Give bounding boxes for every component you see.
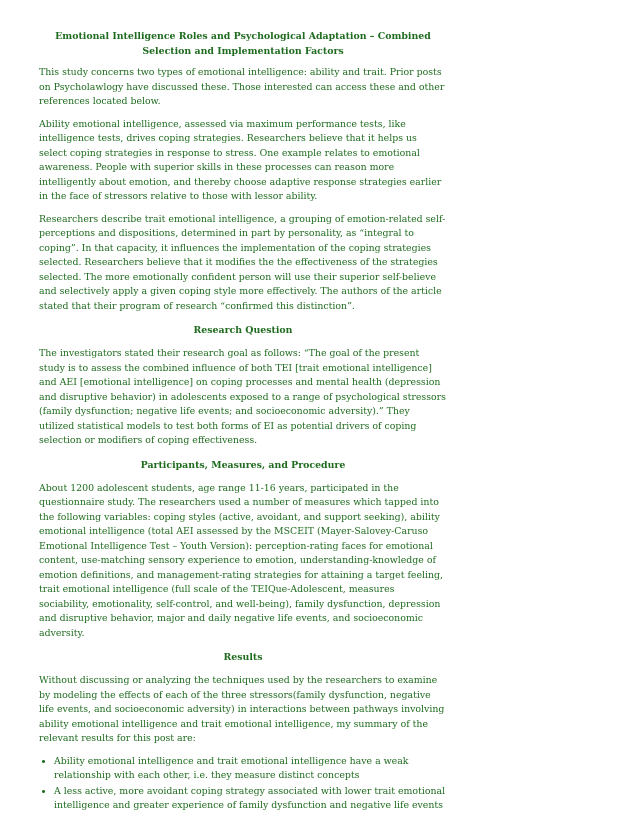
research-question-heading: Research Question <box>193 325 293 336</box>
research-question-paragraph: The investigators stated their research goal as follows: “The goal of the present study is to assess the combined influence of both TEI [trait emotional intelligence] and AEI [emotional intelligence] on coping processes and mental health (depression and disruptive behavior) in adolescents exposed to a range of psychological stressors (family dysfunction; negative life events; and socioeconomic adversity).” They utilized statistical models to test both forms of EI as potential drivers of coping selection or modifiers of coping effectiveness. <box>39 348 446 446</box>
participants-heading: Participants, Measures, and Procedure <box>140 459 346 471</box>
ability-paragraph: Ability emotional intelligence, assessed via maximum performance tests, like intelligence tests, drives coping strategies. Researchers believe that it helps us select coping strategies in response to stress. One example relates to emotional awareness. People with superior skills in these processes can reason more intelligently about emotion, and thereby choose adaptive response strategies earlier in the face of stressors relative to those with lessor ability. <box>39 118 442 202</box>
trait-paragraph: Researchers describe trait emotional intelligence, a grouping of emotion-related self-perceptions and dispositions, determined in part by personality, as “integral to coping”. In that capacity, it influences the implementation of the coping strategies selected. Researchers believe that it modifies the the effectiveness of the strategies selected. The more emotionally confident person will use their superior self-believe and selectively apply a given coping style more effectively. The authors of the article stated that their program of research “confirmed this distinction”. <box>39 213 446 312</box>
participants-paragraph: About 1200 adolescent students, age range 11-16 years, participated in the questionnaire study. The researchers used a number of measures which tapped into the following variables: coping styles (active, avoidant, and support seeking), ability emotional intelligence (total AEI assessed by the MSCEIT (Mayer-Salovey-Caruso Emotional Intelligence Test – Youth Version): perception-rating faces for emotional content, use-matching sensory experience to emotion, understanding-knowledge of emotion definitions, and management-rating strategies for attaining a target feeling, trait emotional intelligence (full scale of the TEIQue-Adolescent, measures sociability, emotionality, self-control, and well-being), family dysfunction, depression and disruptive behavior, major and daily negative life events, and socioeconomic adversity. <box>39 482 444 639</box>
results-list <box>39 755 447 814</box>
list-item: • Ability emotional intelligence and trait emotional intelligence have a weak relationship with each other, i.e. they measure distinct concepts <box>54 755 447 784</box>
intro-paragraph: This study concerns two types of emotional intelligence: ability and trait. Prior posts on Psycholawlogy have discussed these. Those interested can access these and other references located below. <box>39 67 445 107</box>
document-title: Emotional Intelligence Roles and Psychological Adaptation – Combined Selection and Implementation Factors <box>55 31 431 57</box>
results-paragraph: Without discussing or analyzing the techniques used by the researchers to examine by modeling the effects of each of the three stressors(family dysfunction, negative life events, and socioeconomic adversity) in interactions between pathways involving ability emotional intelligence and trait emotional intelligence, my summary of the relevant results for this post are: <box>39 675 445 744</box>
document-page <box>39 29 447 815</box>
results-heading: Results <box>223 652 263 663</box>
list-item: • A less active, more avoidant coping strategy associated with lower trait emotional intelligence and greater experience of family dysfunction and negative life events <box>54 785 447 814</box>
